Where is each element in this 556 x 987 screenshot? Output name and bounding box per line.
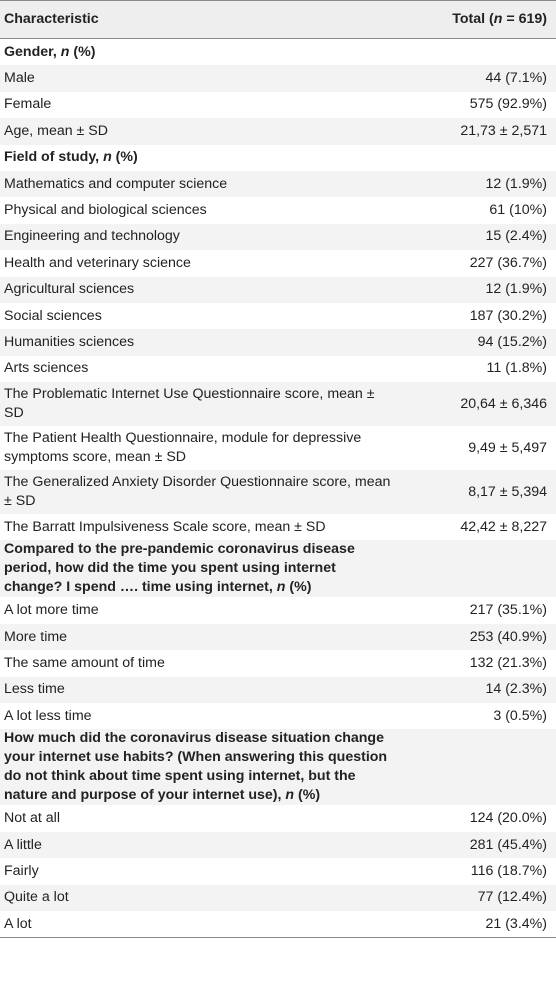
row-label: The Problematic Internet Use Questionnaire score, mean ± SD: [0, 382, 405, 426]
row-value: 21 (3.4%): [405, 911, 556, 938]
row-label: Age, mean ± SD: [0, 118, 405, 144]
section-header-row: [0, 145, 556, 171]
section-header-row: [0, 540, 556, 597]
table-row: [0, 118, 556, 144]
row-label: Female: [4, 96, 52, 113]
row-label: A lot: [0, 911, 405, 938]
row-value: 9,49 ± 5,497: [468, 439, 547, 456]
row-label: How much did the coronavirus disease situation change your internet use habits? (When answering this question do not think about time spent using internet, but the nature and purpose of your internet use), n (%): [0, 729, 405, 805]
row-label: Quite a lot: [0, 885, 405, 911]
section-header-row: [0, 729, 556, 805]
row-value: 20,64 ± 6,346: [405, 382, 556, 426]
row-value: 12 (1.9%): [405, 277, 556, 303]
table-row: [0, 224, 556, 250]
row-value: 42,42 ± 8,227: [460, 518, 547, 535]
table-row: [0, 470, 556, 514]
table-row: [0, 677, 556, 703]
table-row: [0, 277, 556, 303]
row-label: Engineering and technology: [0, 224, 405, 250]
row-value: 124 (20.0%): [469, 810, 547, 827]
row-label: Male: [0, 65, 405, 91]
row-value: 94 (15.2%): [405, 329, 556, 355]
row-value: [405, 540, 556, 597]
row-value: 3 (0.5%): [493, 707, 547, 724]
table-row: [0, 514, 556, 540]
table-row: [0, 911, 556, 938]
row-label: Social sciences: [4, 307, 102, 324]
row-value: 14 (2.3%): [405, 677, 556, 703]
row-label: Compared to the pre-pandemic coronavirus disease period, how did the time you spent using internet change? I spend …. time using internet, n (%): [0, 540, 405, 597]
table-row: [0, 382, 556, 426]
row-label: The Patient Health Questionnaire, module for depressive symptoms score, mean ± SD: [4, 430, 362, 466]
column-header-characteristic: Characteristic: [0, 1, 405, 39]
table-header: [0, 1, 556, 39]
row-value: 77 (12.4%): [405, 885, 556, 911]
row-value: 217 (35.1%): [469, 602, 547, 619]
row-value: 187 (30.2%): [469, 307, 547, 324]
row-label: A little: [0, 832, 405, 858]
table-row: [0, 703, 556, 729]
row-value: 227 (36.7%): [469, 254, 547, 271]
table-row: [0, 65, 556, 91]
row-value: 281 (45.4%): [405, 832, 556, 858]
row-value: [405, 39, 556, 66]
table-row: [0, 250, 556, 276]
row-value: [405, 729, 556, 805]
table-row: [0, 597, 556, 623]
row-label: The same amount of time: [4, 654, 165, 671]
table-row: [0, 832, 556, 858]
table-row: [0, 329, 556, 355]
row-label: Fairly: [4, 862, 39, 879]
row-label: The Generalized Anxiety Disorder Questionnaire score, mean ± SD: [0, 470, 405, 514]
table-row: [0, 356, 556, 382]
table-row: [0, 858, 556, 884]
table-row: [0, 805, 556, 831]
row-label: Health and veterinary science: [4, 254, 191, 271]
row-label: Arts sciences: [4, 360, 89, 377]
table-row: [0, 624, 556, 650]
section-header-row: [0, 39, 556, 66]
row-label: Not at all: [4, 810, 60, 827]
row-value: 575 (92.9%): [469, 96, 547, 113]
row-label: Field of study, n (%): [4, 149, 138, 166]
row-value: 21,73 ± 2,571: [405, 118, 556, 144]
row-value: 253 (40.9%): [405, 624, 556, 650]
row-value: [405, 145, 556, 171]
row-value: 8,17 ± 5,394: [405, 470, 556, 514]
row-label: More time: [0, 624, 405, 650]
row-value: 116 (18.7%): [470, 862, 547, 879]
row-label: The Barratt Impulsiveness Scale score, mean ± SD: [4, 518, 326, 535]
row-label: Less time: [0, 677, 405, 703]
table-row: [0, 92, 556, 118]
header-row: [0, 1, 556, 39]
row-label: Physical and biological sciences: [4, 202, 207, 219]
table-row: [0, 650, 556, 676]
row-label: Agricultural sciences: [0, 277, 405, 303]
table-row: [0, 171, 556, 197]
table-row: [0, 197, 556, 223]
row-label: A lot more time: [4, 602, 99, 619]
row-label: Mathematics and computer science: [0, 171, 405, 197]
row-label: A lot less time: [4, 707, 92, 724]
table-row: [0, 426, 556, 470]
row-value: 132 (21.3%): [469, 654, 547, 671]
row-label: Humanities sciences: [0, 329, 405, 355]
row-value: 61 (10%): [489, 202, 547, 219]
table-body: [0, 39, 556, 938]
table-row: [0, 303, 556, 329]
row-value: 11 (1.8%): [486, 360, 547, 377]
row-value: 44 (7.1%): [405, 65, 556, 91]
column-header-total: Total (n = 619): [405, 1, 556, 39]
row-value: 15 (2.4%): [405, 224, 556, 250]
row-label: Gender, n (%): [4, 43, 96, 60]
row-value: 12 (1.9%): [405, 171, 556, 197]
table-row: [0, 885, 556, 911]
